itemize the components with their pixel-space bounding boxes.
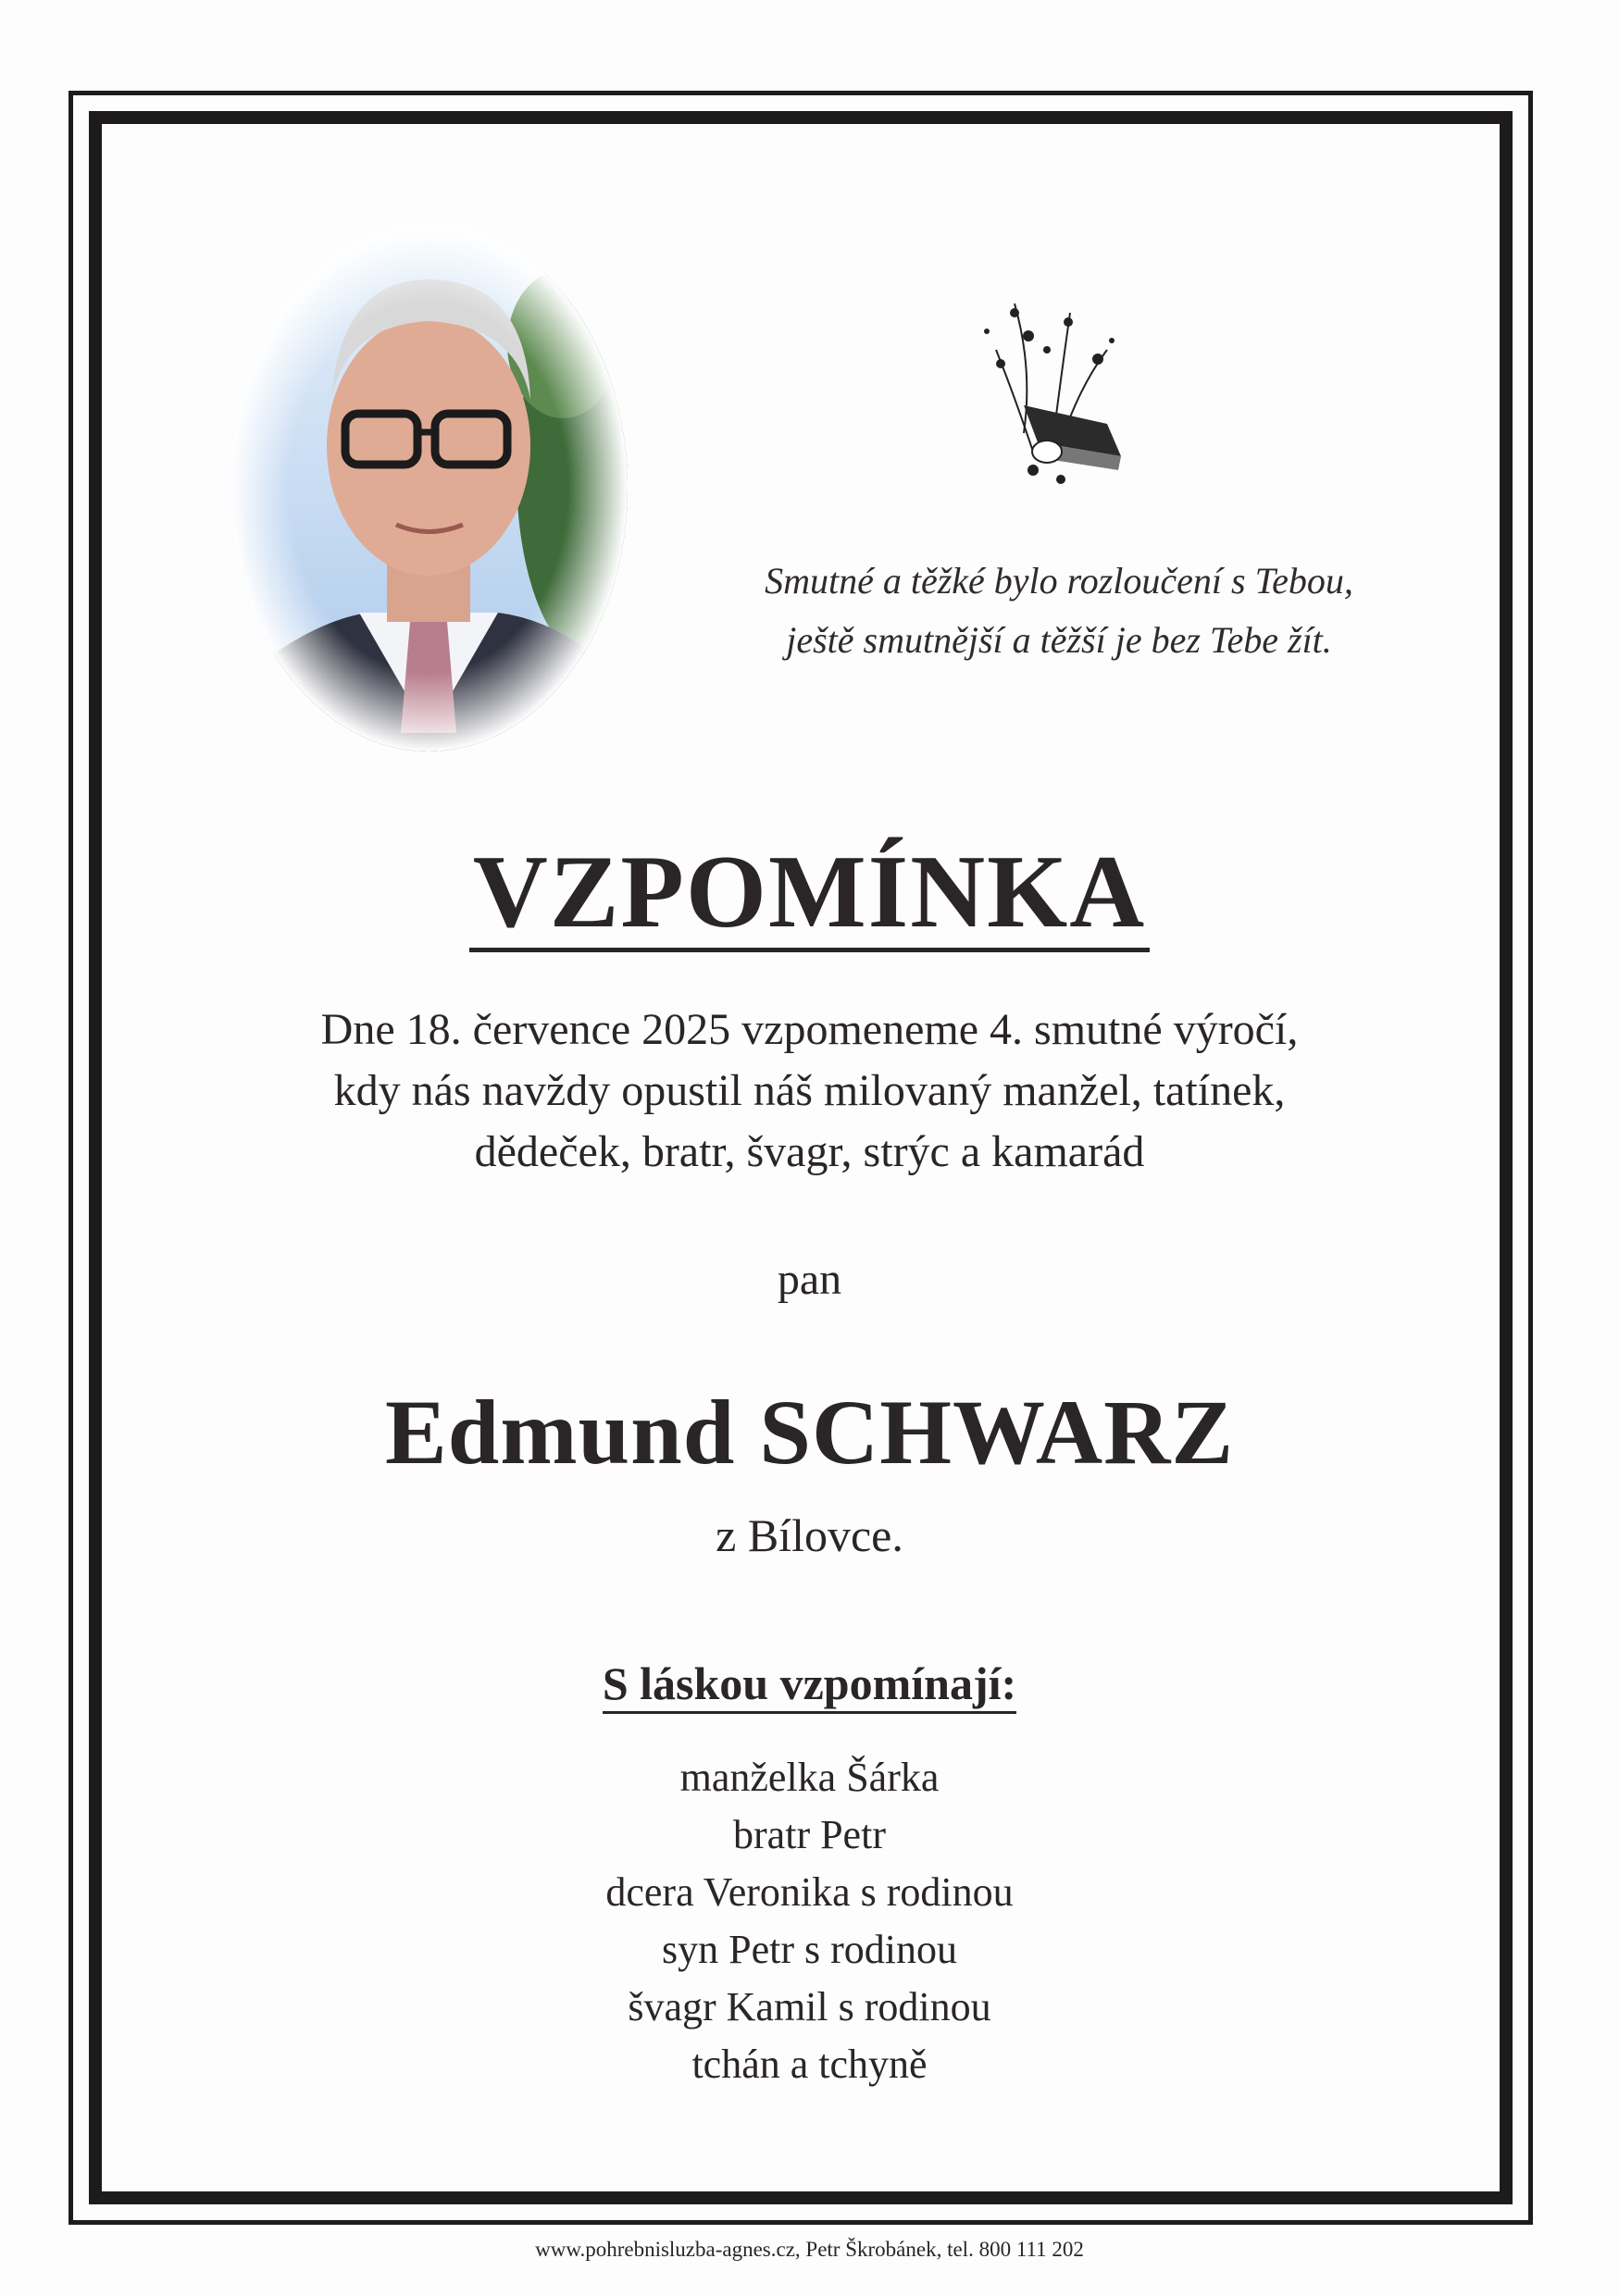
- announcement-line: dědeček, bratr, švagr, strýc a kamarád: [474, 1127, 1145, 1176]
- page-title: [0, 833, 1619, 952]
- list-item: dcera Veronika s rodinou: [605, 1869, 1014, 1915]
- list-item: tchán a tchyně: [691, 2042, 928, 2087]
- deceased-origin: z Bílovce.: [716, 1509, 903, 1561]
- announcement-paragraph: [0, 999, 1619, 1183]
- verse-line: Smutné a těžké bylo rozloučení s Tebou,: [765, 560, 1353, 602]
- mourners-heading-text: S láskou vzpomínají:: [603, 1657, 1016, 1714]
- deceased-name: Edmund SCHWARZ: [384, 1381, 1235, 1483]
- portrait-photo: [220, 215, 637, 761]
- mourners-heading: [0, 1657, 1619, 1710]
- salutation: pan: [777, 1255, 842, 1304]
- funeral-service-footer: www.pohrebnisluzba-agnes.cz, Petr Škrobánek, tel. 800 111 202: [535, 2238, 1084, 2261]
- list-item: syn Petr s rodinou: [662, 1927, 957, 1972]
- memorial-verse: [689, 552, 1429, 670]
- book-flowers-ornament: [959, 294, 1144, 498]
- verse-line: ještě smutnější a těžší je bez Tebe žít.: [786, 619, 1332, 661]
- list-item: manželka Šárka: [679, 1755, 940, 1800]
- title-text: VZPOMÍNKA: [469, 837, 1150, 952]
- list-item: švagr Kamil s rodinou: [628, 1984, 991, 2029]
- announcement-line: Dne 18. července 2025 vzpomeneme 4. smutné výročí,: [320, 1005, 1299, 1054]
- announcement-line: kdy nás navždy opustil náš milovaný manžel, tatínek,: [333, 1066, 1286, 1115]
- list-item: bratr Petr: [733, 1812, 886, 1857]
- mourners-list: [0, 1749, 1619, 2093]
